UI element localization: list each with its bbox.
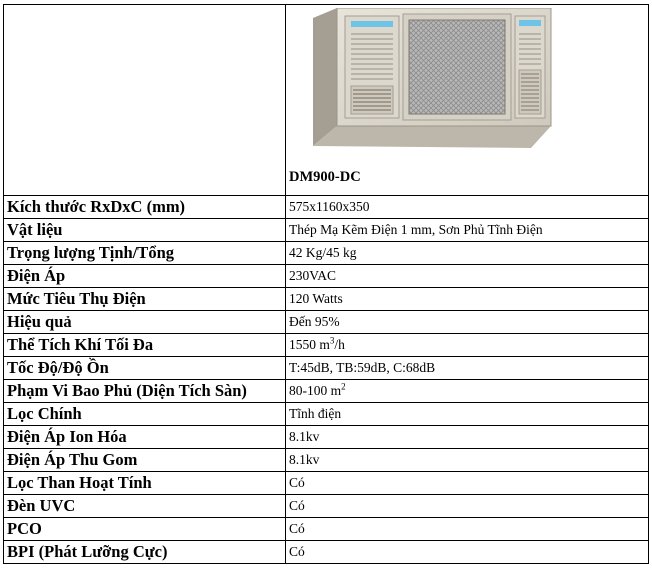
spec-label: Lọc Than Hoạt Tính xyxy=(4,472,286,495)
table-row xyxy=(4,495,649,518)
spec-value xyxy=(286,541,649,564)
table-row xyxy=(4,219,649,242)
spec-value-unit-suffix: /h xyxy=(334,337,345,352)
spec-value xyxy=(286,449,649,472)
spec-value-unit-superscript: 3 xyxy=(329,335,335,346)
spec-value-text: Thép Mạ Kẽm Điện 1 mm, Sơn Phủ Tĩnh Điện xyxy=(289,222,543,237)
spec-value-text: 80-100 m xyxy=(289,383,342,398)
table-row xyxy=(4,288,649,311)
air-purifier-unit-image xyxy=(311,8,553,168)
model-title: DM900-DC xyxy=(289,169,361,185)
table-row xyxy=(4,541,649,564)
spec-label: Thể Tích Khí Tối Đa xyxy=(4,334,286,357)
spec-value-text: 575x1160x350 xyxy=(289,199,370,214)
spec-value xyxy=(286,219,649,242)
spec-label: Điện Áp Thu Gom xyxy=(4,449,286,472)
spec-label: Vật liệu xyxy=(4,219,286,242)
table-row xyxy=(4,242,649,265)
table-row xyxy=(4,403,649,426)
spec-label: Mức Tiêu Thụ Điện xyxy=(4,288,286,311)
spec-label: Lọc Chính xyxy=(4,403,286,426)
table-row xyxy=(4,518,649,541)
spec-value xyxy=(286,426,649,449)
table-row xyxy=(4,380,649,403)
spec-value-text: Có xyxy=(289,544,305,559)
spec-value xyxy=(286,472,649,495)
spec-value xyxy=(286,518,649,541)
spec-label: Kích thước RxDxC (mm) xyxy=(4,196,286,219)
spec-value xyxy=(286,357,649,380)
spec-value-text: 230VAC xyxy=(289,268,337,283)
spec-value-text: Có xyxy=(289,475,305,490)
spec-value-text: Có xyxy=(289,521,305,536)
table-row xyxy=(4,334,649,357)
table-row xyxy=(4,196,649,219)
spec-value xyxy=(286,196,649,219)
spec-label: Tốc Độ/Độ Ồn xyxy=(4,357,286,380)
spec-value-text: Đến 95% xyxy=(289,314,340,329)
table-row xyxy=(4,426,649,449)
spec-value-text: T:45dB, TB:59dB, C:68dB xyxy=(289,360,436,375)
spec-value xyxy=(286,495,649,518)
table-row xyxy=(4,265,649,288)
spec-value xyxy=(286,380,649,403)
spec-value-text: 42 Kg/45 kg xyxy=(289,245,357,260)
spec-label: Điện Áp xyxy=(4,265,286,288)
spec-value xyxy=(286,242,649,265)
spec-table xyxy=(3,4,649,564)
spec-value xyxy=(286,311,649,334)
spec-value-text: Có xyxy=(289,498,305,513)
spec-value-text: Tĩnh điện xyxy=(289,406,342,421)
spec-value xyxy=(286,334,649,357)
spec-value-unit-superscript: 2 xyxy=(341,381,346,392)
spec-value xyxy=(286,403,649,426)
table-row xyxy=(4,449,649,472)
table-row xyxy=(4,357,649,380)
table-header-row xyxy=(4,5,649,196)
spec-label: Trọng lượng Tịnh/Tổng xyxy=(4,242,286,265)
spec-label: Hiệu quả xyxy=(4,311,286,334)
spec-value-text: 8.1kv xyxy=(289,452,320,467)
spec-value xyxy=(286,265,649,288)
spec-label: PCO xyxy=(4,518,286,541)
spec-value-text: 120 Watts xyxy=(289,291,343,306)
spec-label: Điện Áp Ion Hóa xyxy=(4,426,286,449)
spec-label: Phạm Vi Bao Phủ (Diện Tích Sàn) xyxy=(4,380,286,403)
table-row xyxy=(4,472,649,495)
empty-header-cell xyxy=(4,5,286,196)
product-image-cell xyxy=(286,5,649,196)
spec-value-text: 1550 m xyxy=(289,337,330,352)
spec-label: BPI (Phát Lưỡng Cực) xyxy=(4,541,286,564)
spec-rows xyxy=(4,196,649,564)
table-row xyxy=(4,311,649,334)
spec-value-text: 8.1kv xyxy=(289,429,320,444)
spec-label: Đèn UVC xyxy=(4,495,286,518)
spec-value xyxy=(286,288,649,311)
